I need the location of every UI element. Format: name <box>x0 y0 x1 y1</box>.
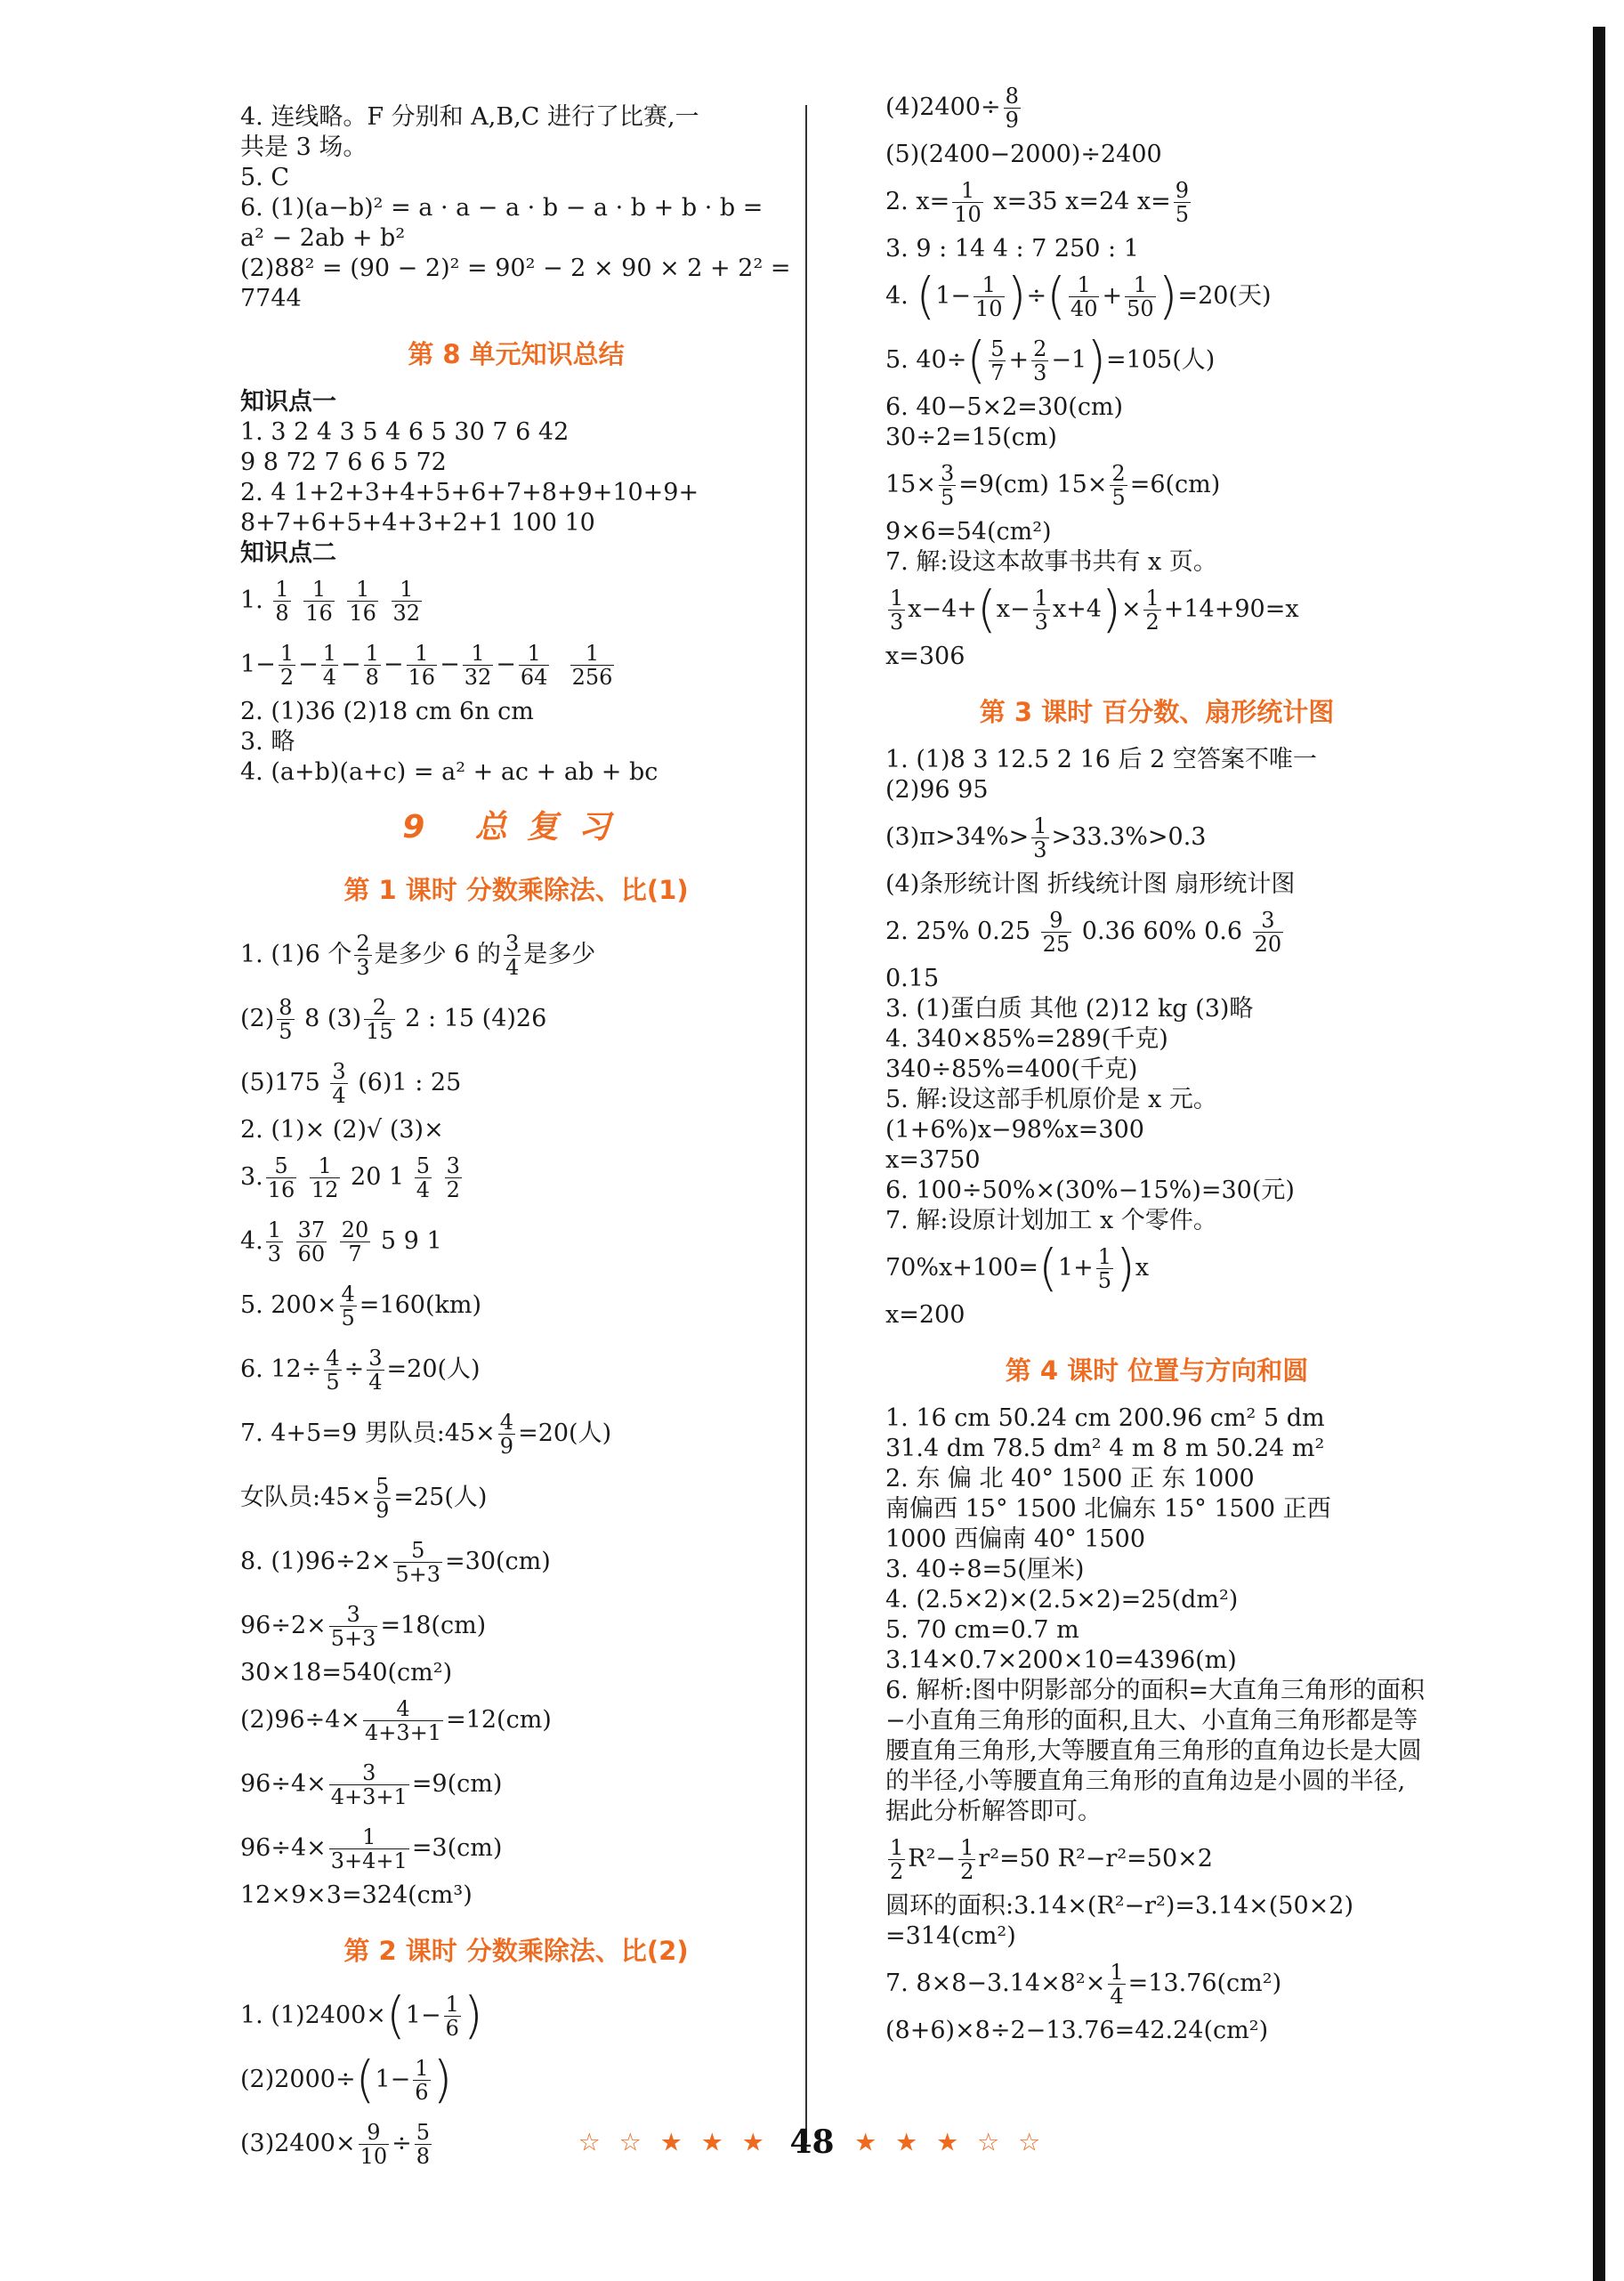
fraction-numerator: 1 <box>392 578 423 602</box>
answer-line: 6. 40−5×2=30(cm) <box>885 393 1124 421</box>
answer-line: 南偏西 15° 1500 北偏东 15° 1500 正西 <box>885 1495 1331 1523</box>
fraction-numerator: 1 <box>275 577 289 602</box>
fraction <box>952 179 983 226</box>
fraction <box>1031 814 1048 861</box>
fraction <box>279 642 295 689</box>
fraction-numerator: 1 <box>1110 1960 1124 1985</box>
fraction <box>888 586 905 634</box>
fraction-numerator: 3 <box>446 1153 460 1178</box>
big-parenthesis: ( <box>976 580 997 639</box>
answer-line: 7. 解:设这本故事书共有 x 页。 <box>885 548 1217 576</box>
answer-line: 9×6=54(cm²) <box>885 518 1052 546</box>
fraction-denominator: 5+3 <box>395 1562 441 1587</box>
answer-line: 1. 16 cm 50.24 cm 200.96 cm² 5 dm <box>885 1404 1325 1432</box>
answer-line: (5)175 $\frac{3}{4}$ (6)1 : 25 <box>240 1059 462 1108</box>
answer-line: 7. 4+5=9 男队员:45× $\frac{4}{9}$ =20(人) <box>240 1410 612 1459</box>
answer-line: a² − 2ab + b² <box>240 224 406 252</box>
answer-line: 6. (1)(a−b)² = a · a − a · b − a · b + b · b = <box>240 194 764 222</box>
answer-line: 96÷4× $\frac{1}{3+4+1}$ =3(cm) <box>240 1824 503 1873</box>
fraction <box>1253 909 1284 956</box>
answer-line: 1000 西偏南 40° 1500 <box>885 1525 1146 1553</box>
answer-line: (4)条形统计图 折线统计图 扇形统计图 <box>885 870 1296 898</box>
answer-line: 96÷4× $\frac{3}{4+3+1}$ =9(cm) <box>240 1760 503 1809</box>
fraction <box>367 1347 384 1394</box>
answer-line: 3. 略 <box>240 728 295 756</box>
answer-line: 5. 70 cm=0.7 m <box>885 1616 1079 1644</box>
fraction-denominator: 7 <box>348 1242 362 1266</box>
fraction-denominator: 3 <box>356 955 370 980</box>
fraction <box>407 642 438 689</box>
fraction-denominator: 10 <box>975 296 1003 321</box>
fraction <box>974 273 1005 320</box>
fraction <box>392 578 423 625</box>
fraction-numerator: 1 <box>1097 1244 1111 1269</box>
answer-line: 1. (1)2400×(1− $\frac{1}{6}$ ) <box>240 1986 483 2045</box>
answer-line: (5)(2400−2000)÷2400 <box>885 141 1162 168</box>
fraction <box>413 2057 430 2104</box>
fraction-numerator: 3 <box>368 1346 383 1371</box>
answer-line: 圆环的面积:3.14×(R²−r²)=3.14×(50×2) <box>885 1892 1353 1920</box>
fraction <box>1031 337 1048 384</box>
big-parenthesis: ( <box>1046 267 1066 326</box>
fraction-denominator: 9 <box>499 1434 514 1459</box>
fraction <box>266 1154 297 1201</box>
big-parenthesis: ) <box>1115 1239 1135 1298</box>
fraction-numerator: 5 <box>990 336 1005 361</box>
fraction-numerator: 1 <box>960 1835 974 1860</box>
fraction-numerator: 2 <box>1111 461 1126 486</box>
answer-line: 共是 3 场。 <box>240 133 368 161</box>
fraction-denominator: 15 <box>366 1019 393 1044</box>
fraction-denominator: 2 <box>960 1859 974 1884</box>
answer-line: 5. 200× $\frac{4}{5}$ =160(km) <box>240 1282 481 1331</box>
fraction <box>277 996 294 1043</box>
answer-line: 70%x+100=(1+ $\frac{1}{5}$ )x <box>885 1239 1150 1298</box>
fraction <box>1004 85 1021 132</box>
fraction <box>958 1836 975 1883</box>
fraction-denominator: 3 <box>1033 837 1047 862</box>
fraction <box>329 1761 409 1808</box>
fraction-numerator: 2 <box>364 996 395 1020</box>
answer-line: 4. 连线略。F 分别和 A,B,C 进行了比赛,一 <box>240 103 699 131</box>
answer-line: 4. (2.5×2)×(2.5×2)=25(dm²) <box>885 1586 1239 1614</box>
fraction-denominator: 7 <box>990 360 1005 385</box>
fraction-denominator: 64 <box>520 665 548 690</box>
fraction-denominator: 32 <box>392 601 421 626</box>
fraction-numerator: 1 <box>952 179 983 203</box>
fraction-numerator: 1 <box>347 578 378 602</box>
fraction-denominator: 3 <box>1033 360 1047 385</box>
fraction <box>363 1697 443 1744</box>
fraction-denominator: 4+3+1 <box>365 1720 442 1745</box>
answer-line: 1− $\frac{1}{2}$ − $\frac{1}{4}$ − $\frac{1}{8}$ − $\frac{1}{16}$ − $\frac{1}{32}$ − $\frac{1}{64}$ $\frac{1}{256}$ <box>240 641 613 690</box>
answer-line: 2. x= $\frac{1}{10}$ x=35 x=24 x= $\frac{9}{5}$ <box>885 178 1190 227</box>
fraction-denominator: 16 <box>349 601 376 626</box>
fraction <box>1108 1961 1125 2008</box>
fraction-denominator: 40 <box>1070 296 1098 321</box>
big-parenthesis: ( <box>385 1986 406 2045</box>
answer-line: 6. 12÷ $\frac{4}{5}$ ÷ $\frac{3}{4}$ =20(人) <box>240 1346 481 1395</box>
fraction <box>444 1993 461 2040</box>
fraction-denominator: 50 <box>1127 296 1154 321</box>
fraction <box>310 1154 341 1201</box>
big-parenthesis: ( <box>916 267 936 326</box>
left-column <box>240 102 792 2176</box>
big-parenthesis: ) <box>463 1986 483 2045</box>
answer-line: 3.14×0.7×200×10=4396(m) <box>885 1646 1237 1674</box>
fraction <box>1174 179 1191 226</box>
fraction <box>340 1282 357 1330</box>
fraction <box>1033 586 1050 634</box>
big-parenthesis: ( <box>966 331 987 390</box>
fraction <box>463 642 494 689</box>
fraction-denominator: 2 <box>446 1177 460 1202</box>
answer-line: 2. (1)36 (2)18 cm 6n cm <box>240 698 534 725</box>
fraction-numerator: 1 <box>1125 273 1156 297</box>
answer-line: 2. 东 偏 北 40° 1500 正 东 1000 <box>885 1465 1255 1492</box>
fraction <box>364 996 395 1043</box>
right-column <box>885 76 1428 2046</box>
answer-line: 0.15 <box>885 965 940 992</box>
fraction <box>321 642 338 689</box>
fraction <box>570 642 615 689</box>
fraction <box>330 1060 347 1107</box>
fraction-denominator: 5 <box>1097 1268 1111 1293</box>
fraction-numerator: 1 <box>310 1154 341 1178</box>
fraction-numerator: 1 <box>445 1992 459 2017</box>
fraction-numerator: 4 <box>363 1697 443 1721</box>
footer-stars-right: ★ ★ ★ ☆ ☆ <box>854 2127 1046 2157</box>
answer-line: x=306 <box>885 643 966 670</box>
fraction <box>303 578 335 625</box>
fraction-numerator: 2 <box>356 931 370 956</box>
fraction-numerator: 4 <box>341 1282 355 1306</box>
fraction <box>498 1411 515 1458</box>
fraction-denominator: 4 <box>332 1083 346 1108</box>
answer-line: 1. (1)6 个 $\frac{2}{3}$ 是多少 6 的 $\frac{3}{4}$ 是多少 <box>240 931 596 980</box>
big-parenthesis: ( <box>355 2050 376 2109</box>
fraction <box>354 932 371 979</box>
answer-line: (2)88² = (90 − 2)² = 90² − 2 × 90 × 2 + 2² = <box>240 255 791 282</box>
big-parenthesis: ) <box>1087 331 1107 390</box>
fraction-numerator: 1 <box>303 578 335 602</box>
fraction <box>939 462 956 509</box>
fraction-numerator: 3 <box>505 931 520 956</box>
fraction-numerator: 4 <box>499 1410 514 1435</box>
fraction-numerator: 1 <box>463 642 494 666</box>
answer-line: 女队员:45× $\frac{5}{9}$ =25(人) <box>240 1474 488 1523</box>
fraction <box>504 932 521 979</box>
fraction-denominator: 3 <box>890 610 904 635</box>
fraction-numerator: 20 <box>341 1217 369 1242</box>
answer-line: $\frac{1}{2}$ R²− $\frac{1}{2}$ r²=50 R²−r²=50×2 <box>890 1835 1213 1884</box>
fraction-numerator: 1 <box>890 586 904 611</box>
fraction-denominator: 16 <box>305 601 333 626</box>
big-parenthesis: ) <box>1101 580 1121 639</box>
fraction <box>329 1825 409 1873</box>
fraction <box>347 578 378 625</box>
fraction-numerator: 1 <box>1069 273 1100 297</box>
fraction-numerator: 1 <box>570 642 615 666</box>
answer-line: 30×18=540(cm²) <box>240 1659 453 1686</box>
fraction-denominator: 10 <box>954 202 982 227</box>
answer-line: 5. 40÷( $\frac{5}{7}$ + $\frac{2}{3}$ −1)=105(人) <box>885 331 1216 390</box>
fraction <box>415 1154 432 1201</box>
fraction-denominator: 4 <box>1110 1984 1124 2009</box>
column-divider <box>805 105 807 2143</box>
answer-line: (4)2400÷ $\frac{8}{9}$ <box>885 84 1019 133</box>
fraction-denominator: 16 <box>267 1177 295 1202</box>
answer-line: 3. 9 : 14 4 : 7 250 : 1 <box>885 235 1139 263</box>
fraction-denominator: 5 <box>326 1370 340 1395</box>
fraction-numerator: 8 <box>279 995 293 1020</box>
answer-line: =314(cm²) <box>885 1922 1016 1950</box>
fraction <box>519 642 550 689</box>
answer-line: 9 8 72 7 6 6 5 72 <box>240 449 447 476</box>
answer-line: 4. $\frac{1}{3}$ $\frac{37}{60}$ $\frac{20}{7}$ 5 9 1 <box>240 1217 442 1266</box>
answer-line: 8. (1)96÷2× $\frac{5}{5+3}$ =30(cm) <box>240 1538 551 1587</box>
fraction <box>329 1603 378 1650</box>
fraction <box>989 337 1006 384</box>
big-parenthesis: ) <box>1158 267 1178 326</box>
fraction-denominator: 12 <box>311 1177 339 1202</box>
fraction-numerator: 1 <box>407 642 438 666</box>
fraction-denominator: 6 <box>415 2080 429 2105</box>
fraction-numerator: 1 <box>519 642 550 666</box>
fraction-numerator: 3 <box>329 1761 409 1785</box>
answer-line: 7. 解:设原计划加工 x 个零件。 <box>885 1207 1217 1234</box>
answer-line: 2. (1)× (2)√ (3)× <box>240 1116 444 1144</box>
fraction <box>296 1218 327 1266</box>
section-heading-unit8: 第 8 单元知识总结 <box>408 339 625 369</box>
answer-line: (2) $\frac{8}{5}$ 8 (3) $\frac{2}{15}$ 2 : 15 (4)26 <box>240 995 547 1044</box>
fraction-denominator: 4 <box>416 1177 431 1202</box>
fraction-numerator: 5 <box>393 1539 442 1563</box>
fraction-denominator: 2 <box>279 665 295 690</box>
fraction <box>888 1836 905 1883</box>
answer-line: 4. 340×85%=289(千克) <box>885 1025 1168 1053</box>
fraction-numerator: 1 <box>267 1217 282 1242</box>
section-heading-lesson4: 第 4 课时 位置与方向和圆 <box>1005 1355 1309 1386</box>
big-parenthesis: ) <box>432 2050 453 2109</box>
fraction-denominator: 2 <box>890 1859 904 1884</box>
fraction-denominator: 4 <box>368 1370 383 1395</box>
page-footer <box>0 2120 1624 2161</box>
answer-line: 5. C <box>240 164 290 191</box>
answer-line: 5. 解:设这部手机原价是 x 元。 <box>885 1086 1217 1113</box>
fraction-denominator: 4 <box>322 665 336 690</box>
knowledge-point-heading: 知识点二 <box>240 539 336 567</box>
chapter-heading-review: 9 总复习 <box>402 809 630 845</box>
fraction-denominator: 16 <box>408 665 436 690</box>
fraction-denominator: 6 <box>445 2016 459 2041</box>
fraction-numerator: 1 <box>974 273 1005 297</box>
answer-line: 1. (1)8 3 12.5 2 16 后 2 空答案不唯一 <box>885 746 1317 773</box>
answer-line: (8+6)×8÷2−13.76=42.24(cm²) <box>885 2017 1269 2044</box>
fraction-numerator: 1 <box>1145 586 1159 611</box>
answer-line: (2)96÷4× $\frac{4}{4+3+1}$ =12(cm) <box>240 1696 552 1745</box>
fraction-denominator: 8 <box>275 601 289 626</box>
answer-line: $\frac{1}{3}$ x−4+(x− $\frac{1}{3}$ x+4)× $\frac{1}{2}$ +14+90=x <box>890 580 1299 639</box>
answer-line: 12×9×3=324(cm³) <box>240 1881 473 1909</box>
knowledge-point-heading: 知识点一 <box>240 388 336 416</box>
fraction <box>324 1347 341 1394</box>
fraction-denominator: 9 <box>376 1498 390 1523</box>
answer-line: x=3750 <box>885 1146 981 1174</box>
answer-line: 4. (a+b)(a+c) = a² + ac + ab + bc <box>240 758 658 786</box>
fraction-numerator: 2 <box>1033 336 1047 361</box>
fraction-numerator: 8 <box>1005 84 1019 109</box>
fraction <box>445 1154 462 1201</box>
fraction-denominator: 20 <box>1254 932 1282 957</box>
fraction-numerator: 1 <box>1033 813 1047 838</box>
fraction-denominator: 3+4+1 <box>330 1848 408 1873</box>
answer-line: (2)2000÷(1− $\frac{1}{6}$ ) <box>240 2050 453 2109</box>
fraction-denominator: 32 <box>464 665 492 690</box>
fraction <box>374 1475 391 1522</box>
section-heading-lesson2: 第 2 课时 分数乘除法、比(2) <box>343 1936 689 1966</box>
answer-line: 7744 <box>240 285 302 312</box>
answer-line: 2. 4 1+2+3+4+5+6+7+8+9+10+9+ <box>240 479 699 506</box>
fraction-denominator: 5 <box>1175 202 1190 227</box>
fraction-denominator: 5 <box>279 1019 293 1044</box>
answer-line: 8+7+6+5+4+3+2+1 100 10 <box>240 509 595 537</box>
answer-line: 340÷85%=400(千克) <box>885 1056 1138 1083</box>
fraction <box>1110 462 1127 509</box>
answer-line: 1. $\frac{1}{8}$ $\frac{1}{16}$ $\frac{1}{16}$ $\frac{1}{32}$ <box>240 577 421 626</box>
fraction-numerator: 5 <box>266 1154 297 1178</box>
fraction-numerator: 1 <box>365 641 379 666</box>
fraction <box>273 578 290 625</box>
big-parenthesis: ( <box>1038 1239 1058 1298</box>
fraction-numerator: 4 <box>326 1346 340 1371</box>
fraction <box>1143 586 1160 634</box>
answer-line: 3. (1)蛋白质 其他 (2)12 kg (3)略 <box>885 995 1254 1023</box>
answer-line: 15× $\frac{3}{5}$ =9(cm) 15× $\frac{2}{5}$ =6(cm) <box>885 461 1221 510</box>
fraction-numerator: 1 <box>279 641 295 666</box>
fraction-denominator: 8 <box>416 2144 431 2169</box>
section-heading-lesson3: 第 3 课时 百分数、扇形统计图 <box>979 697 1335 727</box>
fraction-denominator: 5 <box>341 1306 355 1331</box>
fraction-denominator: 4 <box>505 955 520 980</box>
fraction-numerator: 5 <box>376 1474 390 1499</box>
answer-line: 4. (1− $\frac{1}{10}$ )÷( $\frac{1}{40}$ + $\frac{1}{50}$ )=20(天) <box>885 267 1272 326</box>
fraction-numerator: 5 <box>416 2120 431 2145</box>
fraction-denominator: 3 <box>1034 610 1048 635</box>
fraction <box>340 1218 371 1266</box>
fraction-numerator: 9 <box>1175 178 1190 203</box>
answer-line: 2. 25% 0.25 $\frac{9}{25}$ 0.36 60% 0.6 $\frac{3}{20}$ <box>885 908 1282 957</box>
fraction-numerator: 9 <box>1041 909 1072 933</box>
fraction-denominator: 10 <box>360 2144 388 2169</box>
answer-line: 1. 3 2 4 3 5 4 6 5 30 7 6 42 <box>240 418 570 446</box>
fraction-denominator: 9 <box>1005 108 1019 133</box>
fraction-numerator: 1 <box>322 641 336 666</box>
fraction-denominator: 5+3 <box>330 1626 376 1651</box>
fraction-numerator: 1 <box>329 1825 409 1849</box>
answer-line: 6. 100÷50%×(30%−15%)=30(元) <box>885 1177 1295 1204</box>
fraction-numerator: 3 <box>1253 909 1284 933</box>
fraction-denominator: 3 <box>267 1242 282 1266</box>
section-heading-lesson1: 第 1 课时 分数乘除法、比(1) <box>343 875 689 905</box>
answer-line: 3. $\frac{5}{16}$ $\frac{1}{12}$ 20 1 $\frac{5}{4}$ $\frac{3}{2}$ <box>240 1153 460 1202</box>
fraction-numerator: 3 <box>332 1059 346 1084</box>
fraction-denominator: 60 <box>297 1242 326 1266</box>
answer-line: (1+6%)x−98%x=300 <box>885 1116 1144 1144</box>
fraction-numerator: 37 <box>297 1217 326 1242</box>
fraction-denominator: 2 <box>1145 610 1159 635</box>
fraction-numerator: 3 <box>329 1603 378 1627</box>
scan-edge-bar <box>1593 27 1605 2281</box>
fraction-numerator: 1 <box>890 1835 904 1860</box>
fraction <box>266 1218 283 1266</box>
answer-line: 96÷2× $\frac{3}{5+3}$ =18(cm) <box>240 1602 487 1651</box>
answer-line: (2)96 95 <box>885 776 989 804</box>
fraction-denominator: 256 <box>571 665 613 690</box>
page-number: 48 <box>789 2123 835 2161</box>
fraction-numerator: 1 <box>1034 586 1048 611</box>
fraction <box>1096 1245 1113 1292</box>
fraction <box>364 642 381 689</box>
answer-line: 7. 8×8−3.14×8²× $\frac{1}{4}$ =13.76(cm²) <box>885 1960 1282 2009</box>
answer-line: (3)π>34%> $\frac{1}{3}$ >33.3%>0.3 <box>885 813 1207 862</box>
fraction-denominator: 8 <box>365 665 379 690</box>
fraction-numerator: 1 <box>415 2056 429 2081</box>
fraction <box>393 1539 442 1586</box>
fraction <box>1125 273 1156 320</box>
fraction-denominator: 4+3+1 <box>330 1784 408 1809</box>
answer-line: (3)2400× $\frac{9}{10}$ ÷ $\frac{5}{8}$ <box>240 2120 431 2169</box>
fraction <box>1069 273 1100 320</box>
fraction-denominator: 5 <box>1111 485 1126 510</box>
answer-paragraph: 6. 解析:图中阴影部分的面积=大直角三角形的面积−小直角三角形的面积,且大、小直角三角形都是等腰直角三角形,大等腰直角三角形的直角边长是大圆的半径,小等腰直角三角形的直角边是小圆的半径,据此分析解答即可。 <box>885 1677 1426 1825</box>
fraction-denominator: 5 <box>940 485 955 510</box>
fraction-numerator: 9 <box>359 2121 390 2145</box>
answer-line: 30÷2=15(cm) <box>885 424 1057 451</box>
fraction <box>1041 909 1072 956</box>
footer-stars-left: ☆ ☆ ★ ★ ★ <box>578 2127 770 2157</box>
answer-line: x=200 <box>885 1301 966 1329</box>
fraction-numerator: 5 <box>416 1153 431 1178</box>
answer-line: 31.4 dm 78.5 dm² 4 m 8 m 50.24 m² <box>885 1435 1325 1462</box>
answer-line: 3. 40÷8=5(厘米) <box>885 1556 1085 1583</box>
big-parenthesis: ) <box>1006 267 1027 326</box>
fraction-numerator: 3 <box>940 461 955 486</box>
fraction-denominator: 25 <box>1042 932 1071 957</box>
